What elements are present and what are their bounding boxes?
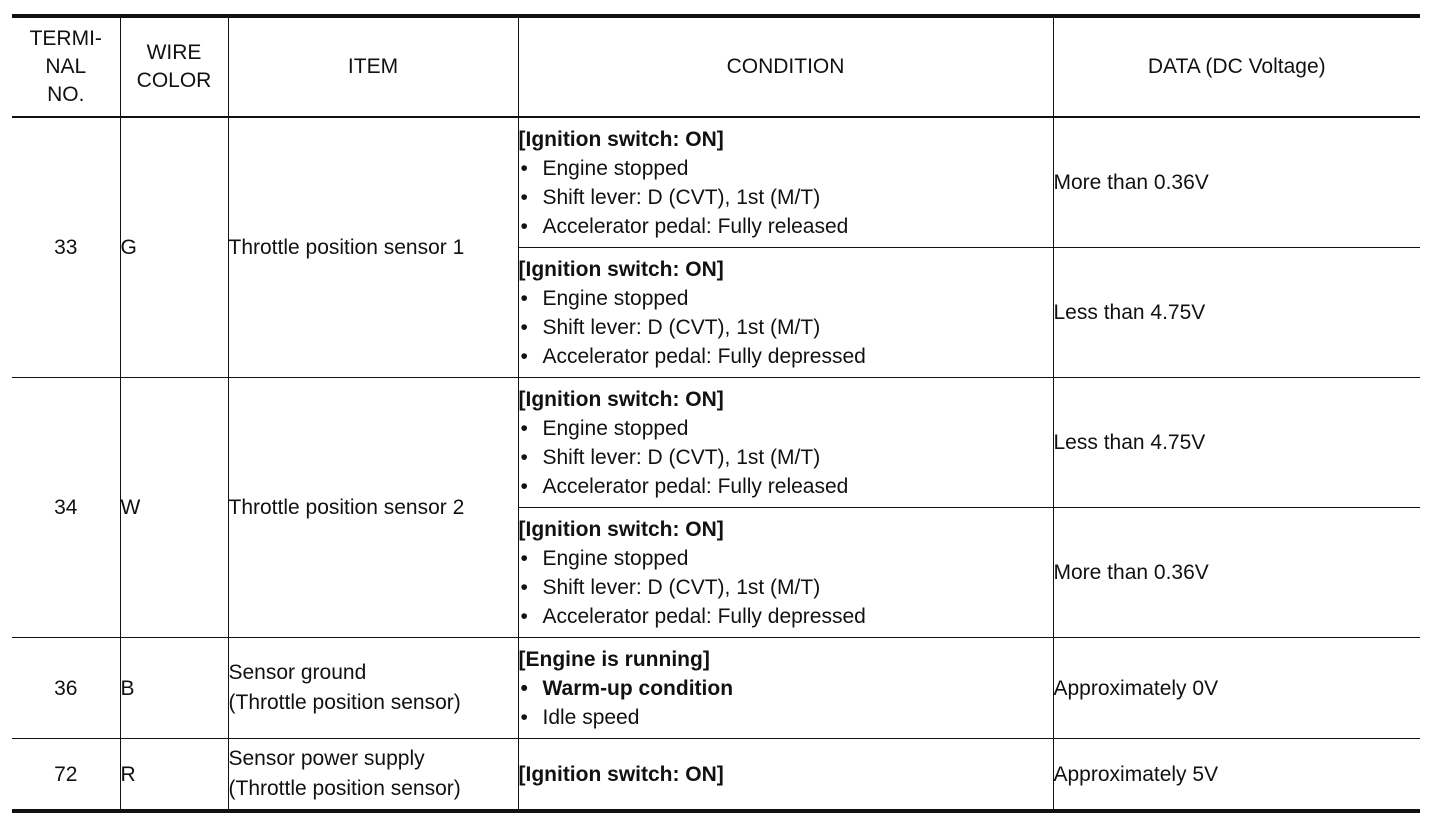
header-terminal-line: TERMI- NAL NO. [29, 27, 102, 106]
header-wire-line: WIRE COLOR [136, 41, 212, 92]
condition-list [519, 414, 1053, 501]
condition-bullet: • Shift lever: D (CVT), 1st (M/T) [519, 443, 1053, 472]
condition-bullet: • Shift lever: D (CVT), 1st (M/T) [519, 573, 1053, 602]
item-name-line: (Throttle position sensor) [228, 691, 461, 714]
item-name-line: (Throttle position sensor) [228, 777, 461, 800]
condition-bullet: • Accelerator pedal: Fully released [519, 212, 1053, 241]
table-row [12, 117, 1420, 248]
condition-bullet: • Shift lever: D (CVT), 1st (M/T) [519, 183, 1053, 212]
condition-cell [518, 378, 1053, 508]
terminal-no: 33 [12, 117, 120, 378]
header-item: ITEM [228, 16, 518, 117]
data-voltage: Approximately 0V [1053, 638, 1420, 739]
item-name: Throttle position sensor 1 [228, 117, 518, 378]
table-row [12, 638, 1420, 739]
condition-bullet: • Idle speed [519, 703, 1053, 732]
terminal-data-table [12, 14, 1420, 813]
item-name [228, 638, 518, 739]
condition-list [519, 544, 1053, 631]
item-name-line: Sensor ground [228, 661, 367, 684]
header-condition: CONDITION [518, 16, 1053, 117]
condition-head: [Ignition switch: ON] [518, 387, 724, 411]
condition-list [519, 154, 1053, 241]
condition-list [519, 284, 1053, 371]
table-row [12, 739, 1420, 812]
wire-color: R [120, 739, 228, 812]
wire-color: B [120, 638, 228, 739]
data-voltage: More than 0.36V [1053, 508, 1420, 638]
item-name-line: Sensor power supply [228, 747, 425, 770]
terminal-data-table-sheet [12, 14, 1420, 813]
header-row [12, 16, 1420, 117]
condition-cell [518, 117, 1053, 248]
item-name: Throttle position sensor 2 [228, 378, 518, 638]
condition-head: [Ignition switch: ON] [518, 127, 724, 151]
condition-cell [518, 508, 1053, 638]
item-name [228, 739, 518, 812]
condition-bullet: • Engine stopped [519, 154, 1053, 183]
terminal-no: 72 [12, 739, 120, 812]
condition-cell [518, 739, 1053, 812]
wire-color: G [120, 117, 228, 378]
header-data: DATA (DC Voltage) [1053, 16, 1420, 117]
condition-bullet: • Accelerator pedal: Fully depressed [519, 602, 1053, 631]
header-wire-color [120, 16, 228, 117]
condition-head: [Engine is running] [518, 647, 710, 671]
terminal-no: 34 [12, 378, 120, 638]
condition-bullet: • Accelerator pedal: Fully released [519, 472, 1053, 501]
data-voltage: Less than 4.75V [1053, 248, 1420, 378]
condition-head: [Ignition switch: ON] [518, 517, 724, 541]
condition-head: [Ignition switch: ON] [518, 762, 724, 786]
condition-cell [518, 638, 1053, 739]
terminal-no: 36 [12, 638, 120, 739]
condition-bullet: • Warm-up condition [519, 674, 1053, 703]
header-terminal-no [12, 16, 120, 117]
table-row [12, 378, 1420, 508]
condition-bullet: • Accelerator pedal: Fully depressed [519, 342, 1053, 371]
wire-color: W [120, 378, 228, 638]
condition-head: [Ignition switch: ON] [518, 257, 724, 281]
condition-bullet: • Shift lever: D (CVT), 1st (M/T) [519, 313, 1053, 342]
condition-list [519, 674, 1053, 732]
data-voltage: Less than 4.75V [1053, 378, 1420, 508]
condition-cell [518, 248, 1053, 378]
condition-bullet: • Engine stopped [519, 414, 1053, 443]
condition-bullet: • Engine stopped [519, 284, 1053, 313]
data-voltage: Approximately 5V [1053, 739, 1420, 812]
data-voltage: More than 0.36V [1053, 117, 1420, 248]
condition-bullet: • Engine stopped [519, 544, 1053, 573]
